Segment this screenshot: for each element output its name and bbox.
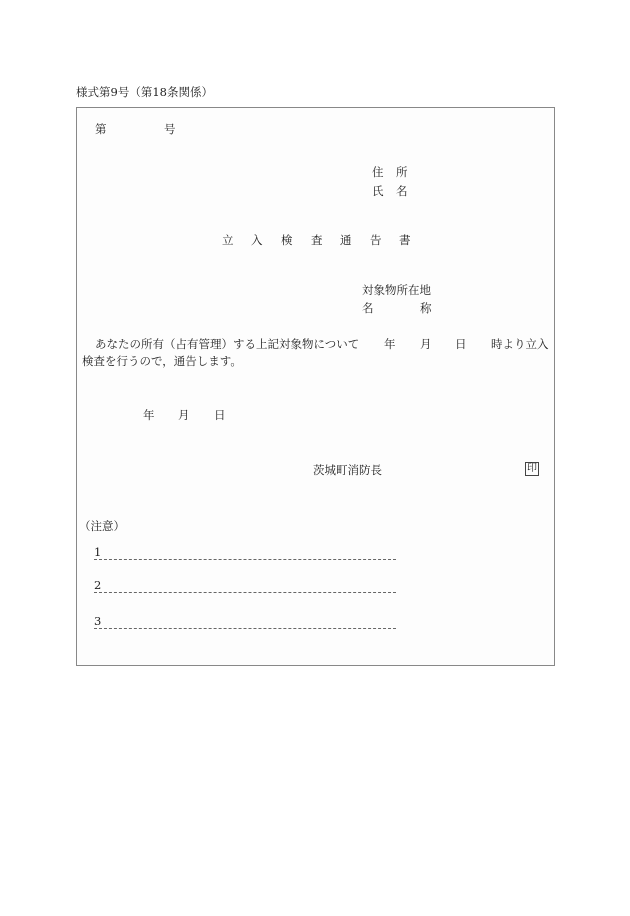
address-label-2: 所 [396, 165, 408, 179]
note-line-3[interactable] [94, 614, 396, 629]
note-line-2[interactable] [94, 578, 396, 593]
note-line-1[interactable] [94, 545, 396, 560]
note-number: 2 [94, 578, 102, 592]
title-char: 告 [370, 233, 382, 247]
body-line-2: 検査を行うので，通告します。 [82, 354, 242, 368]
address-label-1: 住 [372, 165, 384, 179]
form-label: 様式第9号（第18条関係） [76, 85, 213, 99]
title-char: 通 [340, 233, 352, 247]
body-line-1-tail: 時より立入 [491, 337, 549, 351]
note-number: 3 [94, 614, 102, 628]
title-char: 検 [281, 233, 293, 247]
title-char: 立 [222, 233, 234, 247]
target-location-label: 対象物所在地 [362, 283, 431, 297]
target-name-label-2: 称 [420, 301, 432, 315]
body-month: 月 [420, 337, 432, 351]
title-char: 入 [251, 233, 263, 247]
title-char: 書 [399, 233, 411, 247]
target-name-label-1: 名 [362, 301, 374, 315]
name-label-1: 氏 [372, 184, 384, 198]
body-line-1: あなたの所有（占有管理）する上記対象物について [95, 337, 360, 351]
issuer-name: 茨城町消防長 [313, 463, 382, 477]
body-year: 年 [384, 337, 396, 351]
body-day: 日 [455, 337, 467, 351]
note-number: 1 [94, 545, 102, 559]
number-suffix: 号 [164, 122, 176, 136]
number-prefix: 第 [95, 122, 107, 136]
issue-year: 年 [143, 408, 155, 422]
notes-heading: （注意） [79, 519, 125, 533]
title-char: 査 [311, 233, 323, 247]
issue-month: 月 [178, 408, 190, 422]
name-label-2: 名 [396, 184, 408, 198]
seal-mark: 印 [527, 463, 537, 474]
issue-day: 日 [214, 408, 226, 422]
